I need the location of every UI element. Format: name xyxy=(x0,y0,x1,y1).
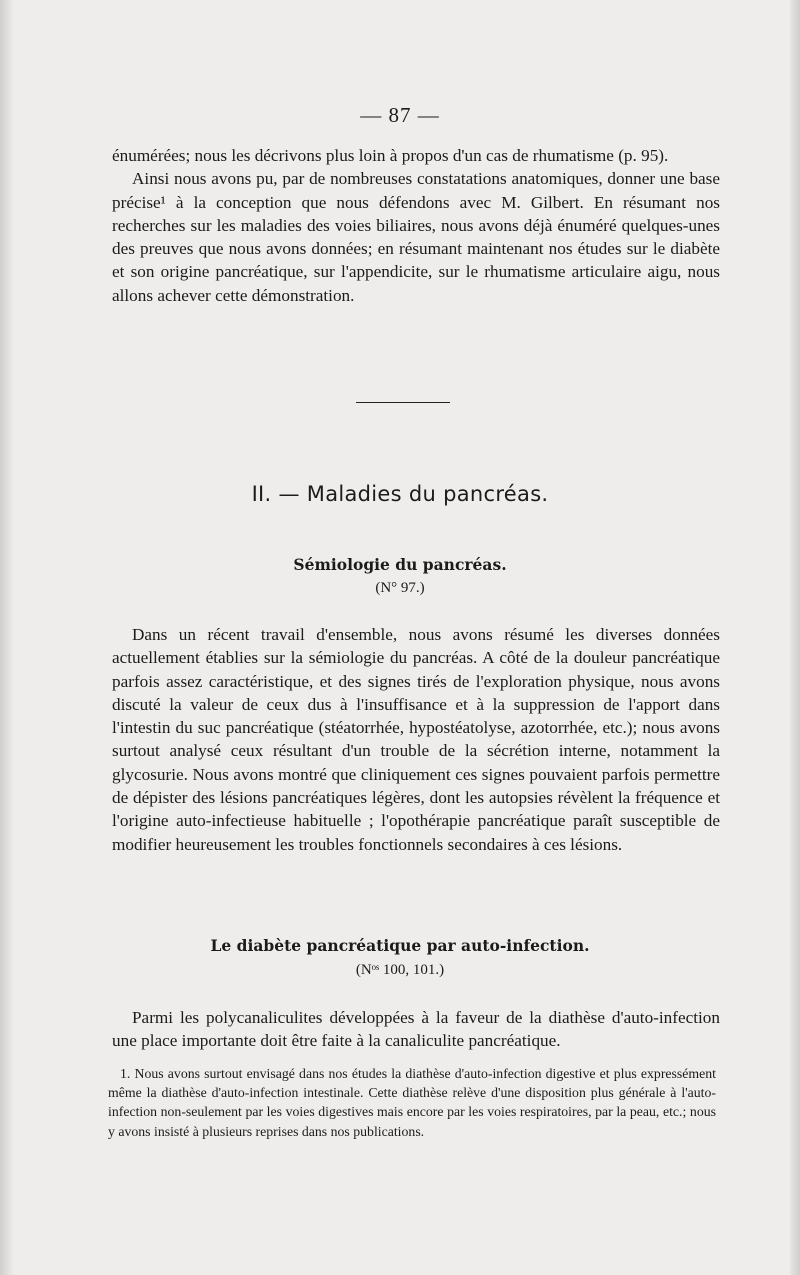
subsection-title-diabete: Le diabète pancréatique par auto-infection. xyxy=(210,936,590,955)
section-divider-rule xyxy=(356,402,450,403)
subsection-title-semiologie: Sémiologie du pancréas. xyxy=(293,555,507,574)
top-text-block xyxy=(112,144,720,307)
subsection-ref-100-101: (Nᵒˢ 100, 101.) xyxy=(355,962,445,978)
footnote xyxy=(108,1064,716,1141)
page-number: — 87 — xyxy=(360,103,440,127)
footnote-text: 1. Nous avons surtout envisagé dans nos études la diathèse d'auto-infection digestive et plus expressément même la diathèse d'auto-infection intestinale. Cette diathèse relève d'une disposition plus générale à l'auto-infection non-seulement par les voies digestives mais encore par les voies respiratoires, par la peau, etc.; nous y avons insisté à plusieurs reprises dans nos publications. xyxy=(108,1066,716,1139)
semiologie-text-block xyxy=(112,623,720,856)
page-right-shadow xyxy=(790,0,800,1275)
subsection-ref-97: (N° 97.) xyxy=(375,580,425,596)
paragraph-continuation: énumérées; nous les décrivons plus loin à propos d'un cas de rhumatisme (p. 95). xyxy=(112,146,669,165)
section-heading: II. — Maladies du pancréas. xyxy=(251,482,549,506)
page-left-shadow xyxy=(0,0,14,1275)
diabete-text-block xyxy=(112,1006,720,1053)
paragraph-demonstration: Ainsi nous avons pu, par de nombreuses constatations anatomiques, donner une base précise¹ à la conception que nous défendons avec M. Gilbert. En résumant nos recherches sur les maladies des voies biliaires, nous avons déjà énuméré quelques-unes des preuves que nous avons données; en résumant maintenant nos études sur le diabète et son origine pancréatique, sur l'appendicite, sur le rhumatisme articulaire aigu, nous allons achever cette démonstration. xyxy=(112,169,720,305)
paragraph-diabete: Parmi les polycanaliculites développées à la faveur de la diathèse d'auto-infection une place importante doit être faite à la canaliculite pancréatique. xyxy=(112,1008,720,1051)
paragraph-semiologie: Dans un récent travail d'ensemble, nous avons résumé les diverses données actuellement établies sur la sémiologie du pancréas. A côté de la douleur pancréatique parfois assez caractéristique, et des signes tirés de l'exploration physique, nous avons discuté la valeur de ceux dus à l'insuffisance et à la suppression de l'apport dans l'intestin du suc pancréatique (stéatorrhée, hypostéatolyse, azotorrhée, etc.); nous avons surtout analysé ceux résultant d'un trouble de la sécrétion interne, notamment la glycosurie. Nous avons montré que cliniquement ces signes pouvaient parfois permettre de dépister des lésions pancréatiques légères, dont les autopsies révèlent la fréquence et l'origine auto-infectieuse habituelle ; l'opothérapie pancréatique paraît susceptible de modifier heureusement les troubles fonctionnels secondaires à ces lésions. xyxy=(112,625,720,854)
